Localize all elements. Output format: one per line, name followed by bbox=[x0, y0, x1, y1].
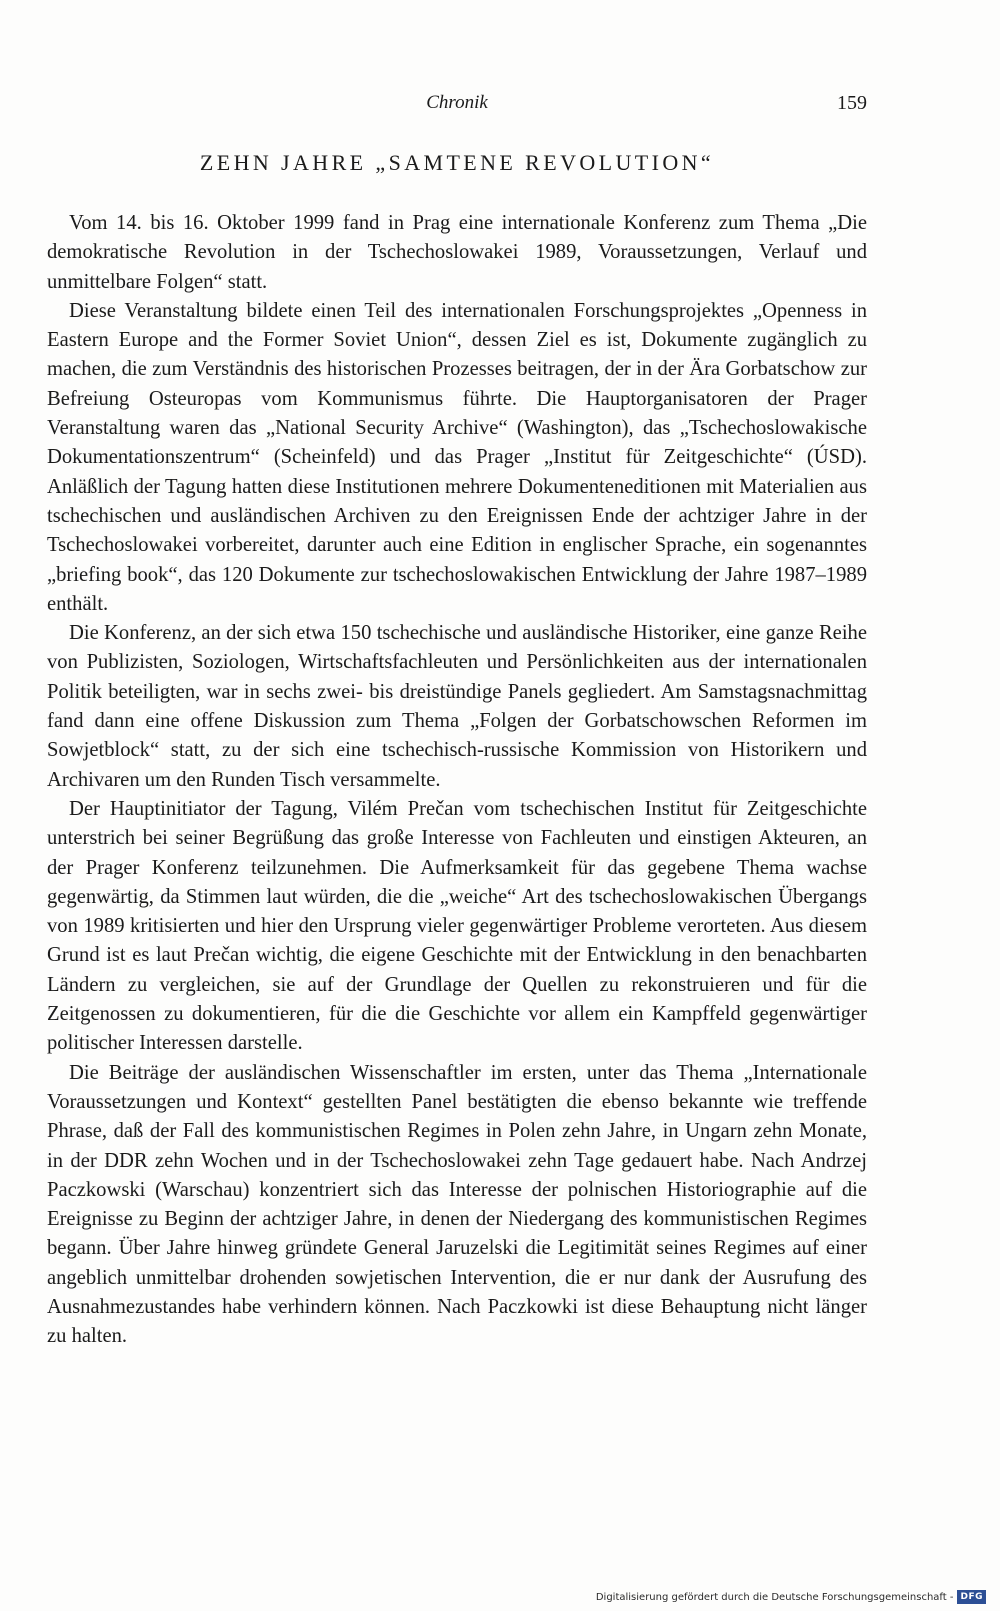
dfg-logo-icon: DFG bbox=[957, 1590, 986, 1604]
paragraph-5: Die Beiträge der ausländischen Wissenschaftler im ersten, unter das Thema „Internationale Voraussetzungen und Kontext“ gestellten Panel bestätigten die ebenso bekannte wie treffende Phrase, daß der Fall des kommunistischen Regimes in Polen zehn Jahre, in Ungarn zehn Monate, in der DDR zehn Wochen und in der Tschechoslowakei zehn Tage gedauert habe. Nach Andrzej Paczkowski (Warschau) konzentriert sich das Interesse der polnischen Historiographie auf die Ereignisse zu Beginn der achtziger Jahre, in denen der Niedergang des kommunistischen Regimes begann. Über Jahre hinweg gründete General Jaruzelski die Legitimität seines Regimes auf einer angeblich unmittelbar drohenden sowjetischen Intervention, die er nur dank der Ausrufung des Ausnahmezustandes habe verhindern können. Nach Paczkowki ist diese Behauptung nicht länger zu halten. bbox=[47, 1061, 867, 1348]
article-title: ZEHN JAHRE „SAMTENE REVOLUTION“ bbox=[199, 150, 715, 175]
article-body bbox=[47, 209, 867, 1352]
paragraph-2: Diese Veranstaltung bildete einen Teil des internationalen Forschungsprojektes „Openness in Eastern Europe and the Former Soviet Union“, dessen Ziel es ist, Dokumente zugänglich zu machen, die zum Verständnis des historischen Prozesses beitragen, der in der Ära Gorbatschow zur Befreiung Osteuropas vom Kommunismus führte. Die Hauptorganisatoren der Prager Veranstaltung waren das „National Security Archive“ (Washington), das „Tschechoslowakische Dokumentationszentrum“ (Scheinfeld) und das Prager „Institut für Zeitgeschichte“ (ÚSD). Anläßlich der Tagung hatten diese Institutionen mehrere Dokumenteneditionen mit Materialien aus tschechischen und ausländischen Archiven zu den Ereignissen Ende der achtziger Jahre in der Tschechoslowakei vorbereitet, darunter auch eine Edition in englischer Sprache, ein sogenanntes „briefing book“, das 120 Dokumente zur tschechoslowakischen Entwicklung der Jahre 1987–1989 enthält. bbox=[47, 299, 867, 615]
running-title: Chronik bbox=[426, 92, 488, 113]
digitization-note: Digitalisierung gefördert durch die Deutsche Forschungsgemeinschaft - bbox=[595, 1591, 954, 1603]
page-number: 159 bbox=[837, 92, 867, 114]
paragraph-1: Vom 14. bis 16. Oktober 1999 fand in Prag eine internationale Konferenz zum Thema „Die demokratische Revolution in der Tschechoslowakei 1989, Voraussetzungen, Verlauf und unmittelbare Folgen“ statt. bbox=[47, 212, 867, 293]
paragraph-3: Die Konferenz, an der sich etwa 150 tschechische und ausländische Historiker, eine ganze Reihe von Publizisten, Soziologen, Wirtschaftsfachleuten und Persönlichkeiten aus der internationalen Politik beteiligten, war in sechs zwei- bis dreistündige Panels gegliedert. Am Samstagsnachmittag fand dann eine offene Diskussion zum Thema „Folgen der Gorbatschowschen Reformen im Sowjetblock“ statt, zu der sich eine tschechisch-russische Kommission von Historikern und Archivaren um den Runden Tisch versammelte. bbox=[47, 622, 867, 791]
running-head bbox=[47, 88, 867, 118]
digitization-footer bbox=[596, 1589, 986, 1605]
paragraph-4: Der Hauptinitiator der Tagung, Vilém Prečan vom tschechischen Institut für Zeitgeschichte unterstrich bei seiner Begrüßung das große Interesse von Fachleuten und einstigen Akteuren, an der Prager Konferenz teilzunehmen. Die Aufmerksamkeit für das gegebene Thema wachse gegenwärtig, da Stimmen laut würden, die die „weiche“ Art des tschechoslowakischen Übergangs von 1989 kritisierten und hier den Ursprung vieler gegenwärtiger Probleme verorteten. Aus diesem Grund ist es laut Prečan wichtig, die eigene Geschichte mit der Entwicklung in den benachbarten Ländern zu vergleichen, sie auf der Grundlage der Quellen zu rekonstruieren und für die Zeitgenossen zu dokumentieren, für die die Geschichte vor allem ein Kampffeld gegenwärtiger politischer Interessen darstelle. bbox=[47, 797, 867, 1055]
